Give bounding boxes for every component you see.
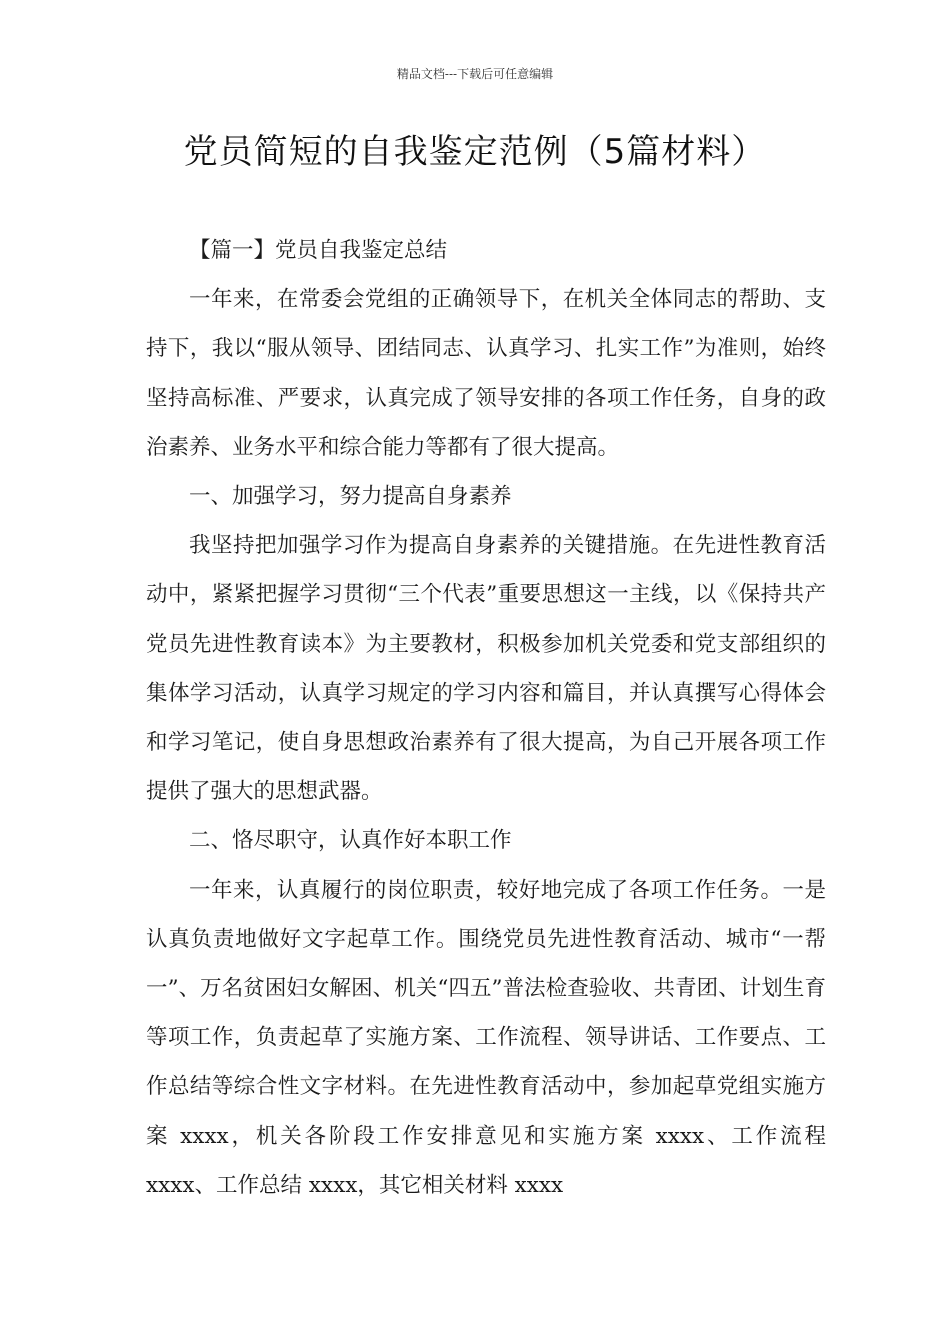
section-heading-duty: 二、恪尽职守，认真作好本职工作 (189, 828, 512, 854)
document-title: 党员简短的自我鉴定范例（5篇材料） (183, 132, 767, 172)
duty-paragraph: 一年来，认真履行的岗位职责，较好地完成了各项工作任务。一是认真负责地做好文字起草工作。围绕党员先进性教育活动、城市“一帮一”、万名贫困妇女解困、机关“四五”普法检查验收、共青团、计划生育等项工作，负责起草了实施方案、工作流程、领导讲话、工作要点、工作总结等综合性文字材料。在先进性教育活动中，参加起草党组实施方案 xxxx，机关各阶段工作安排意见和实施方案 xxxx、工作流程 xxxx、工作总结 xxxx，其它相关材料 xxxx (146, 877, 826, 1198)
document-header-note: 精品文档---下载后可任意编辑 (396, 67, 554, 81)
section-heading-study: 一、加强学习，努力提高自身素养 (189, 484, 512, 510)
intro-paragraph: 一年来，在常委会党组的正确领导下，在机关全体同志的帮助、支持下，我以“服从领导、团结同志、认真学习、扎实工作”为准则，始终坚持高标准、严要求，认真完成了领导安排的各项工作任务，自身的政治素养、业务水平和综合能力等都有了很大提高。 (146, 287, 826, 460)
section-heading-part-one: 【篇一】党员自我鉴定总结 (189, 238, 448, 263)
study-paragraph: 我坚持把加强学习作为提高自身素养的关键措施。在先进性教育活动中，紧紧把握学习贯彻“三个代表”重要思想这一主线，以《保持共产党员先进性教育读本》为主要教材，积极参加机关党委和党支部组织的集体学习活动，认真学习规定的学习内容和篇目，并认真撰写心得体会和学习笔记，使自身思想政治素养有了很大提高，为自己开展各项工作提供了强大的思想武器。 (146, 533, 826, 805)
document-body (146, 226, 826, 1210)
